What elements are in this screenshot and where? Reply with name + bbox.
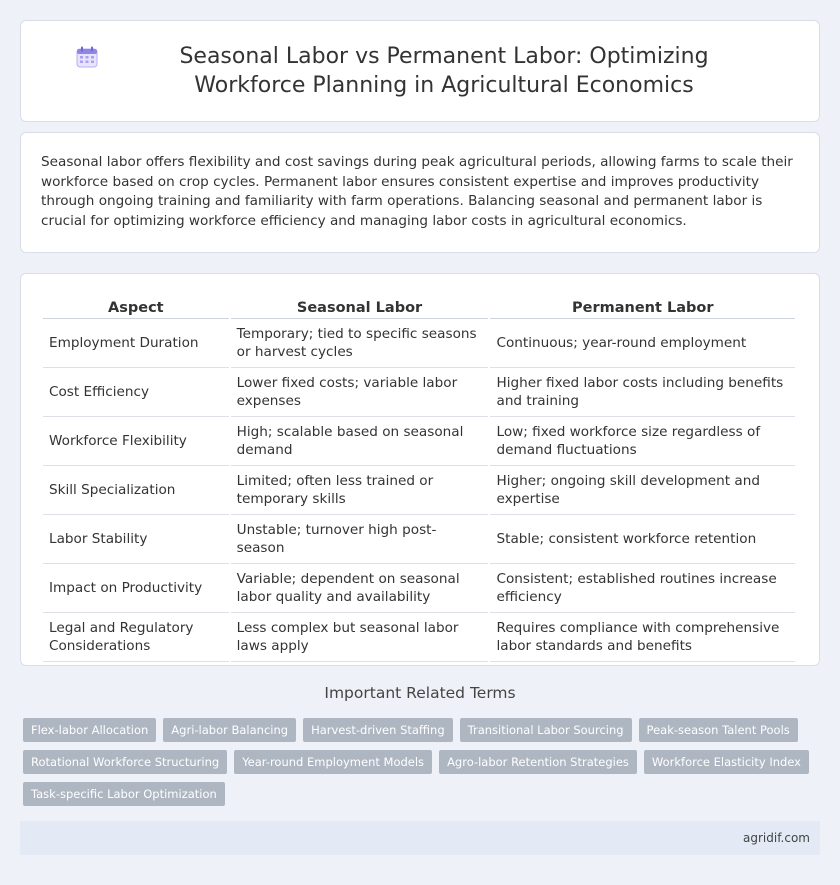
- term-tag[interactable]: Rotational Workforce Structuring: [23, 750, 227, 774]
- cell-aspect: Legal and Regulatory Considerations: [43, 613, 229, 662]
- cell-permanent: Higher; ongoing skill development and expertise: [490, 466, 795, 515]
- header-card: [20, 20, 820, 122]
- term-tag[interactable]: Task-specific Labor Optimization: [23, 782, 225, 806]
- cell-permanent: Consistent; established routines increase efficiency: [490, 564, 795, 613]
- cell-seasonal: Variable; dependent on seasonal labor quality and availability: [231, 564, 489, 613]
- cell-seasonal: High; scalable based on seasonal demand: [231, 417, 489, 466]
- cell-aspect: Impact on Productivity: [43, 564, 229, 613]
- term-tag[interactable]: Transitional Labor Sourcing: [460, 718, 632, 742]
- cell-seasonal: Less complex but seasonal labor laws apply: [231, 613, 489, 662]
- header-inner: [76, 42, 764, 100]
- table-row: [43, 613, 795, 662]
- cell-aspect: Employment Duration: [43, 319, 229, 368]
- header-aspect: Aspect: [43, 292, 229, 319]
- related-terms-title: Important Related Terms: [324, 684, 516, 702]
- cell-seasonal: Lower fixed costs; variable labor expenses: [231, 368, 489, 417]
- term-tag[interactable]: Harvest-driven Staffing: [303, 718, 453, 742]
- header-permanent: Permanent Labor: [490, 292, 795, 319]
- cell-aspect: Cost Efficiency: [43, 368, 229, 417]
- table-row: [43, 417, 795, 466]
- table-row: [43, 466, 795, 515]
- calendar-icon: [76, 46, 98, 68]
- footer-site-link[interactable]: agridif.com: [743, 831, 810, 845]
- table-row: [43, 319, 795, 368]
- cell-permanent: Low; fixed workforce size regardless of demand fluctuations: [490, 417, 795, 466]
- footer: [20, 821, 820, 855]
- cell-permanent: Requires compliance with comprehensive labor standards and benefits: [490, 613, 795, 662]
- comparison-card: [20, 273, 820, 666]
- table-header-row: [43, 292, 795, 319]
- term-tag[interactable]: Flex-labor Allocation: [23, 718, 156, 742]
- header-seasonal: Seasonal Labor: [231, 292, 489, 319]
- cell-permanent: Stable; consistent workforce retention: [490, 515, 795, 564]
- intro-card: [20, 132, 820, 253]
- table-row: [43, 564, 795, 613]
- term-tag[interactable]: Agri-labor Balancing: [163, 718, 296, 742]
- cell-aspect: Workforce Flexibility: [43, 417, 229, 466]
- cell-aspect: Skill Specialization: [43, 466, 229, 515]
- cell-seasonal: Temporary; tied to specific seasons or harvest cycles: [231, 319, 489, 368]
- cell-permanent: Higher fixed labor costs including benefits and training: [490, 368, 795, 417]
- cell-permanent: Continuous; year-round employment: [490, 319, 795, 368]
- comparison-table: [41, 292, 797, 662]
- page-title: Seasonal Labor vs Permanent Labor: Optimizing Workforce Planning in Agricultural Economics: [179, 44, 709, 98]
- related-terms-list: [23, 718, 823, 814]
- term-tag[interactable]: Workforce Elasticity Index: [644, 750, 809, 774]
- intro-text: Seasonal labor offers flexibility and cost savings during peak agricultural periods, allowing farms to scale their workforce based on crop cycles. Permanent labor ensures consistent expertise and improves productivity through ongoing training and familiarity with farm operations. Balancing seasonal and permanent labor is crucial for optimizing workforce efficiency and managing labor costs in agricultural economics.: [41, 154, 793, 229]
- table-row: [43, 368, 795, 417]
- table-row: [43, 515, 795, 564]
- cell-aspect: Labor Stability: [43, 515, 229, 564]
- term-tag[interactable]: Peak-season Talent Pools: [639, 718, 798, 742]
- term-tag[interactable]: Agro-labor Retention Strategies: [439, 750, 637, 774]
- cell-seasonal: Limited; often less trained or temporary skills: [231, 466, 489, 515]
- cell-seasonal: Unstable; turnover high post-season: [231, 515, 489, 564]
- term-tag[interactable]: Year-round Employment Models: [234, 750, 432, 774]
